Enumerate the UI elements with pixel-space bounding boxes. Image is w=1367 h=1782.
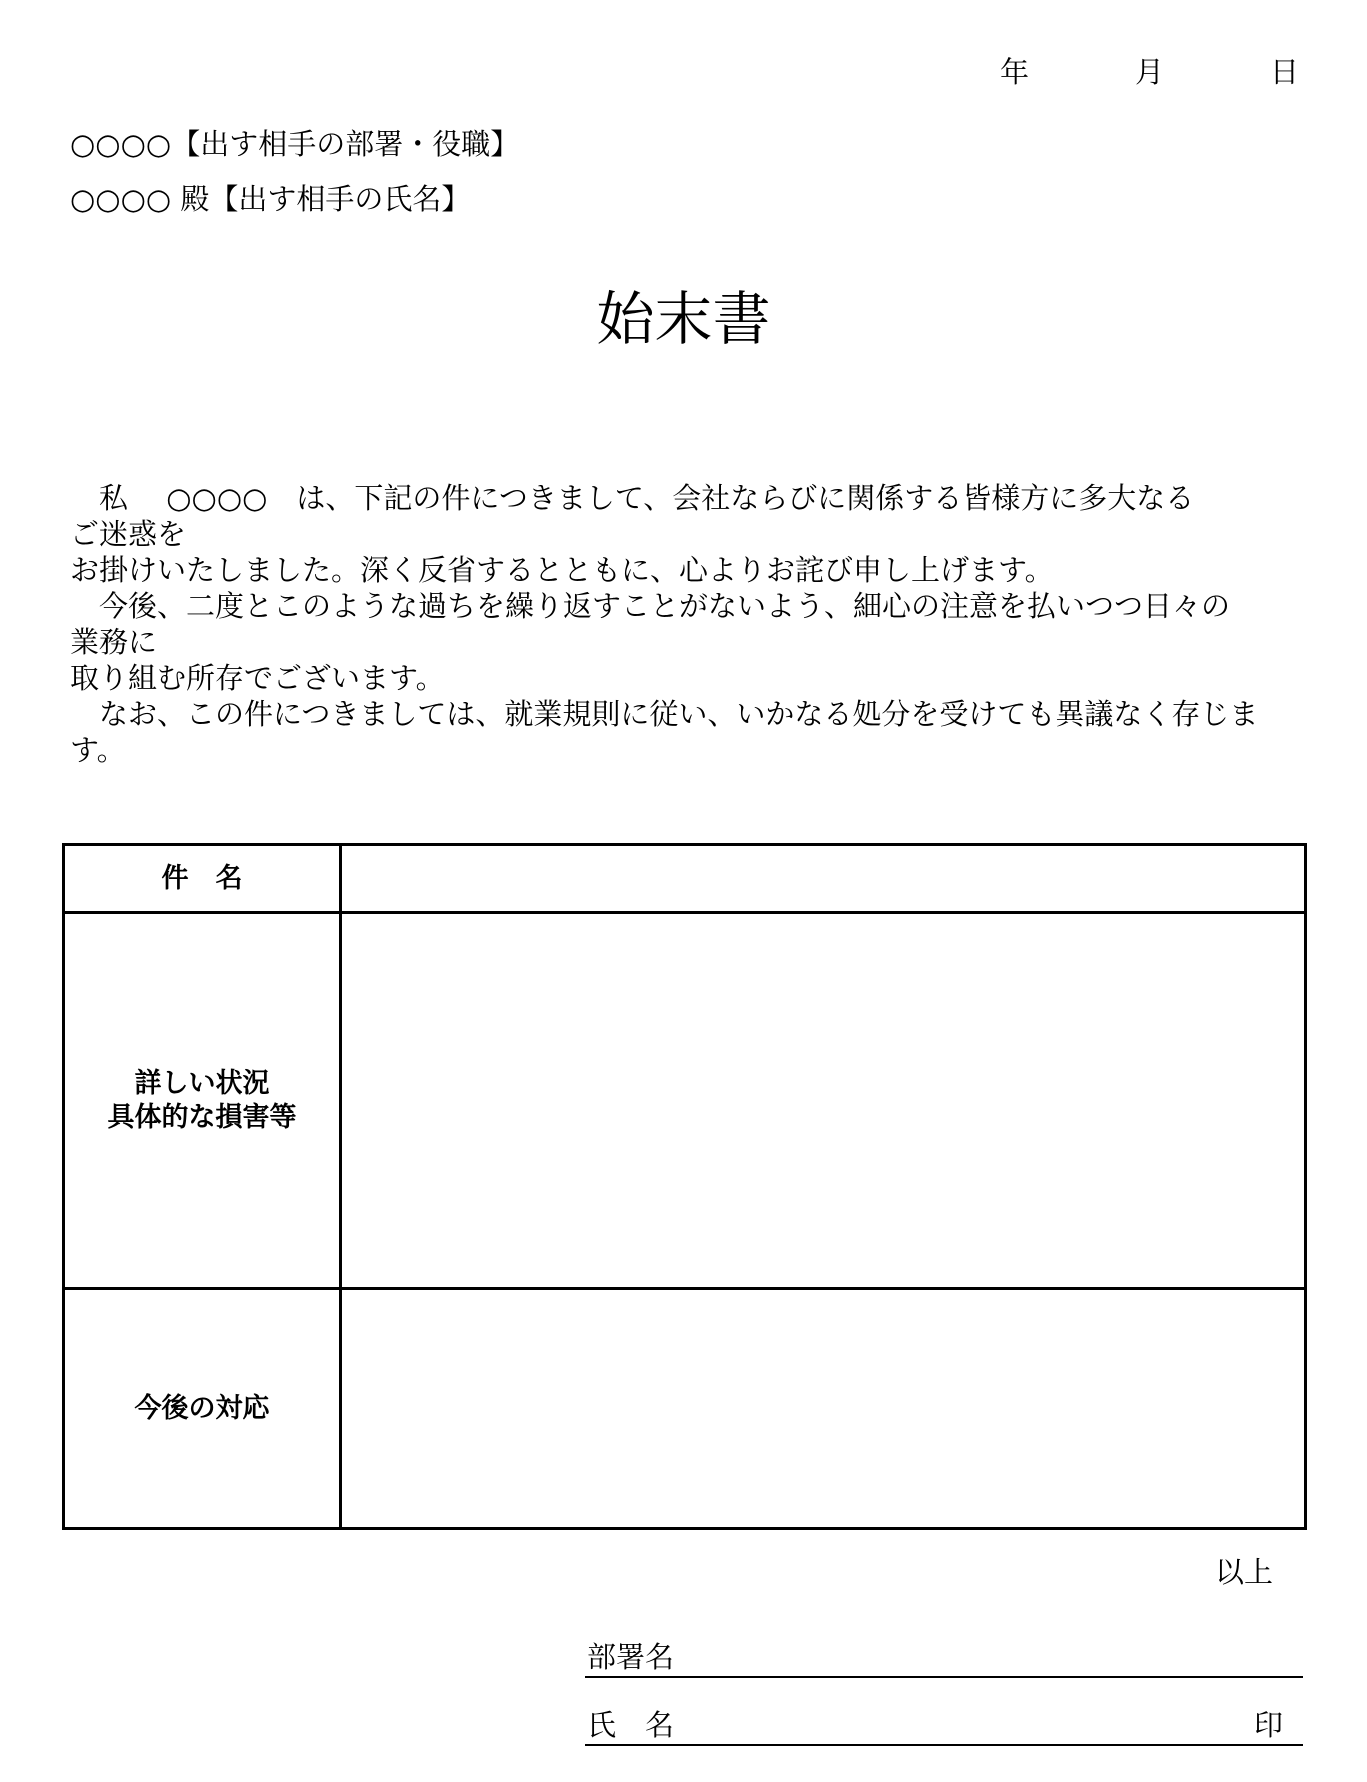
document-title: 始末書 xyxy=(596,285,771,353)
date-day-label: 日 xyxy=(1270,55,1300,89)
body-line: なお、この件につきましては、就業規則に従い、いかなる処分を受けても異議なく存じま xyxy=(70,697,1259,731)
incident-form-table xyxy=(62,843,1307,1530)
body-text xyxy=(70,480,1320,768)
body-line: 私 ○○○○ は、下記の件につきまして、会社ならびに関係する皆様方に多大なる xyxy=(70,481,1195,515)
signature-name-line[interactable] xyxy=(585,1702,1303,1746)
body-line: 今後、二度とこのような過ちを繰り返すことがないよう、細心の注意を払いつつ日々の xyxy=(70,589,1231,623)
closing-text: 以上 xyxy=(1215,1555,1274,1589)
recipient-department: ○○○○【出す相手の部署・役職】 xyxy=(70,127,520,161)
recipient-name: ○○○○ 殿【出す相手の氏名】 xyxy=(70,182,471,216)
subject-label: 件 名 xyxy=(161,862,243,894)
subject-value-cell[interactable] xyxy=(341,845,1306,913)
body-line: お掛けいたしました。深く反省するとともに、心よりお詫び申し上げます。 xyxy=(70,553,1054,587)
signature-department-label: 部署名 xyxy=(587,1640,675,1674)
table-row-future xyxy=(64,1289,1306,1529)
body-line: 業務に xyxy=(70,625,158,659)
detail-label-cell xyxy=(64,913,341,1289)
signature-name-label: 氏 名 xyxy=(587,1708,675,1742)
subject-label-cell xyxy=(64,845,341,913)
detail-label-line2: 具体的な損害等 xyxy=(107,1101,297,1133)
future-value-cell[interactable] xyxy=(341,1289,1306,1529)
body-line: す。 xyxy=(70,733,126,767)
date-line xyxy=(1000,50,1310,90)
future-label-cell xyxy=(64,1289,341,1529)
body-line: 取り組む所存でございます。 xyxy=(70,661,445,695)
detail-value-cell[interactable] xyxy=(341,913,1306,1289)
detail-label-line1: 詳しい状況 xyxy=(134,1067,270,1099)
table-row-detail xyxy=(64,913,1306,1289)
body-line: ご迷惑を xyxy=(70,517,187,551)
table-row-subject xyxy=(64,845,1306,913)
date-year-label: 年 xyxy=(1000,55,1030,89)
seal-mark: 印 xyxy=(1253,1708,1283,1742)
signature-department-line[interactable] xyxy=(585,1634,1303,1678)
future-label: 今後の対応 xyxy=(134,1392,270,1424)
date-month-label: 月 xyxy=(1135,55,1165,89)
